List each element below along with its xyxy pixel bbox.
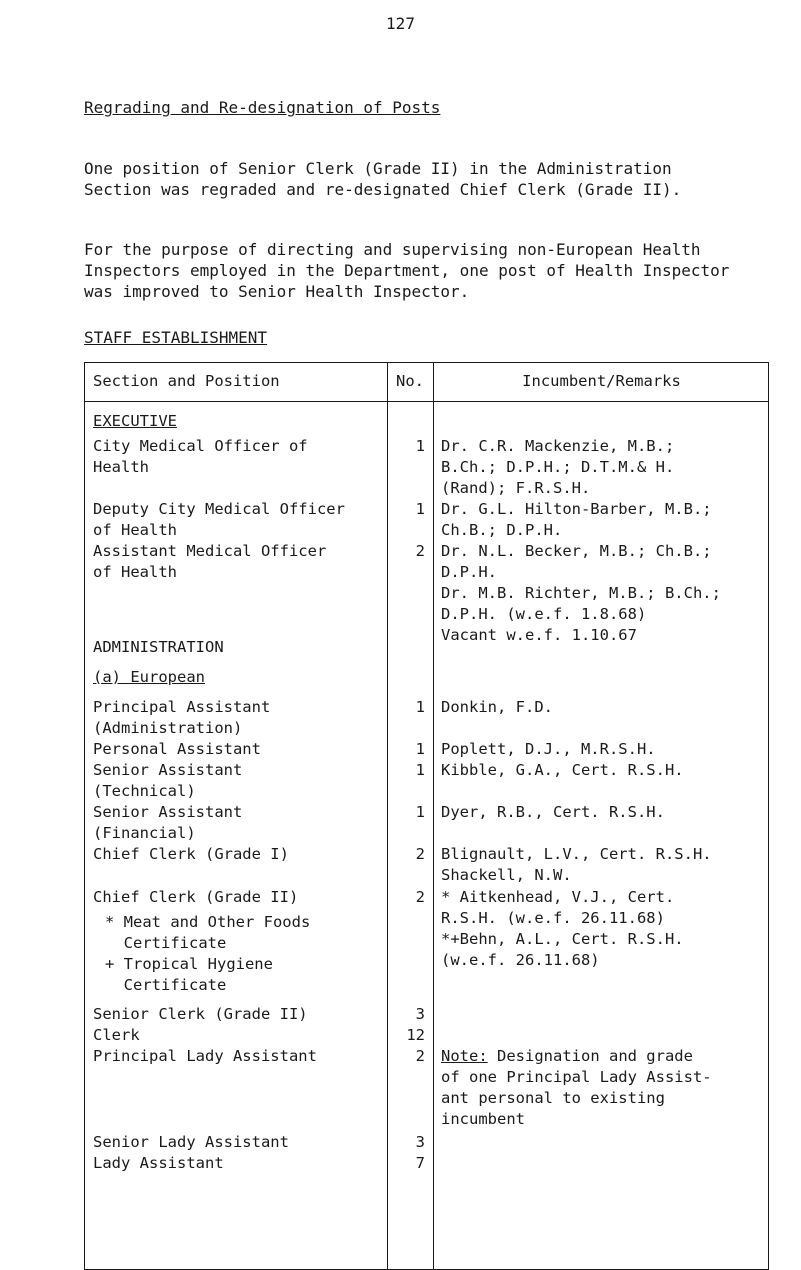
table-header-divider bbox=[85, 401, 768, 402]
note-text: Designation and grade of one Principal Lady Assist- ant personal to existing incumbent bbox=[441, 1047, 712, 1128]
subsection-european: (a) European bbox=[93, 668, 205, 686]
count-senior-assistant-technical: 1 bbox=[415, 761, 425, 779]
note-principal-lady-assistant bbox=[441, 1046, 712, 1130]
column-header-remarks: Incumbent/Remarks bbox=[522, 372, 681, 390]
remarks-senior-assistant-technical: Kibble, G.A., Cert. R.S.H. bbox=[441, 761, 684, 779]
remarks-city-moh: Dr. C.R. Mackenzie, M.B.; B.Ch.; D.P.H.; D.T.M.& H. (Rand); F.R.S.H. bbox=[441, 437, 675, 497]
position-principal-lady-assistant: Principal Lady Assistant bbox=[93, 1047, 317, 1065]
staff-establishment-heading: STAFF ESTABLISHMENT bbox=[84, 328, 268, 347]
count-senior-assistant-financial: 1 bbox=[415, 803, 425, 821]
column-header-section: Section and Position bbox=[93, 372, 280, 390]
position-assistant-moh: Assistant Medical Officer of Health bbox=[93, 542, 327, 581]
position-chief-clerk-grade-2: Chief Clerk (Grade II) bbox=[93, 888, 299, 906]
position-city-moh: City Medical Officer of Health bbox=[93, 437, 308, 476]
remarks-assistant-moh: Dr. N.L. Becker, M.B.; Ch.B.; D.P.H. Dr. M.B. Richter, M.B.; B.Ch.; D.P.H. (w.e.f. 1.8.68) Vacant w.e.f. 1.10.67 bbox=[441, 542, 721, 644]
count-chief-clerk-grade-2: 2 bbox=[415, 888, 425, 906]
position-deputy-moh: Deputy City Medical Officer of Health bbox=[93, 500, 345, 539]
position-chief-clerk-grade-1: Chief Clerk (Grade I) bbox=[93, 845, 289, 863]
count-assistant-moh: 2 bbox=[415, 542, 425, 560]
position-principal-assistant: Principal Assistant (Administration) bbox=[93, 698, 271, 737]
page-number: 127 bbox=[386, 14, 415, 33]
column-header-no: No. bbox=[396, 372, 424, 390]
position-senior-assistant-technical: Senior Assistant (Technical) bbox=[93, 761, 243, 800]
position-senior-assistant-financial: Senior Assistant (Financial) bbox=[93, 803, 243, 842]
remarks-personal-assistant: Poplett, D.J., M.R.S.H. bbox=[441, 740, 656, 758]
remarks-senior-assistant-financial: Dyer, R.B., Cert. R.S.H. bbox=[441, 803, 665, 821]
count-personal-assistant: 1 bbox=[415, 740, 425, 758]
count-principal-lady-assistant: 2 bbox=[415, 1047, 425, 1065]
administration-label: ADMINISTRATION bbox=[93, 638, 224, 656]
position-senior-lady-assistant: Senior Lady Assistant bbox=[93, 1133, 289, 1151]
footnotes-certificates: * Meat and Other Foods Certificate + Tropical Hygiene Certificate bbox=[105, 913, 311, 994]
count-clerk: 12 bbox=[406, 1026, 425, 1044]
count-senior-lady-assistant: 3 bbox=[415, 1133, 425, 1151]
position-lady-assistant: Lady Assistant bbox=[93, 1154, 224, 1172]
note-label: Note: bbox=[441, 1047, 488, 1065]
count-principal-assistant: 1 bbox=[415, 698, 425, 716]
paragraph-regrading: One position of Senior Clerk (Grade II) in the Administration Section was regraded and re-designated Chief Clerk (Grade II). bbox=[84, 159, 682, 199]
staff-establishment-table bbox=[84, 362, 769, 1270]
executive-label: EXECUTIVE bbox=[93, 412, 177, 430]
section-heading: Regrading and Re-designation of Posts bbox=[84, 98, 441, 117]
count-lady-assistant: 7 bbox=[415, 1154, 425, 1172]
position-clerk: Clerk bbox=[93, 1026, 140, 1044]
remarks-principal-assistant: Donkin, F.D. bbox=[441, 698, 553, 716]
position-personal-assistant: Personal Assistant bbox=[93, 740, 261, 758]
remarks-chief-clerk-grade-2: * Aitkenhead, V.J., Cert. R.S.H. (w.e.f. 26.11.68) *+Behn, A.L., Cert. R.S.H. (w.e.f. 26.11.68) bbox=[441, 888, 684, 969]
count-city-moh: 1 bbox=[415, 437, 425, 455]
remarks-chief-clerk-grade-1: Blignault, L.V., Cert. R.S.H. Shackell, N.W. bbox=[441, 845, 712, 884]
table-divider bbox=[433, 363, 434, 1269]
count-chief-clerk-grade-1: 2 bbox=[415, 845, 425, 863]
remarks-deputy-moh: Dr. G.L. Hilton-Barber, M.B.; Ch.B.; D.P.H. bbox=[441, 500, 712, 539]
count-senior-clerk-grade-2: 3 bbox=[415, 1005, 425, 1023]
count-deputy-moh: 1 bbox=[415, 500, 425, 518]
position-senior-clerk-grade-2: Senior Clerk (Grade II) bbox=[93, 1005, 308, 1023]
paragraph-health-inspector: For the purpose of directing and supervising non-European Health Inspectors employed in the Department, one post of Health Inspector was improved to Senior Health Inspector. bbox=[84, 240, 730, 301]
